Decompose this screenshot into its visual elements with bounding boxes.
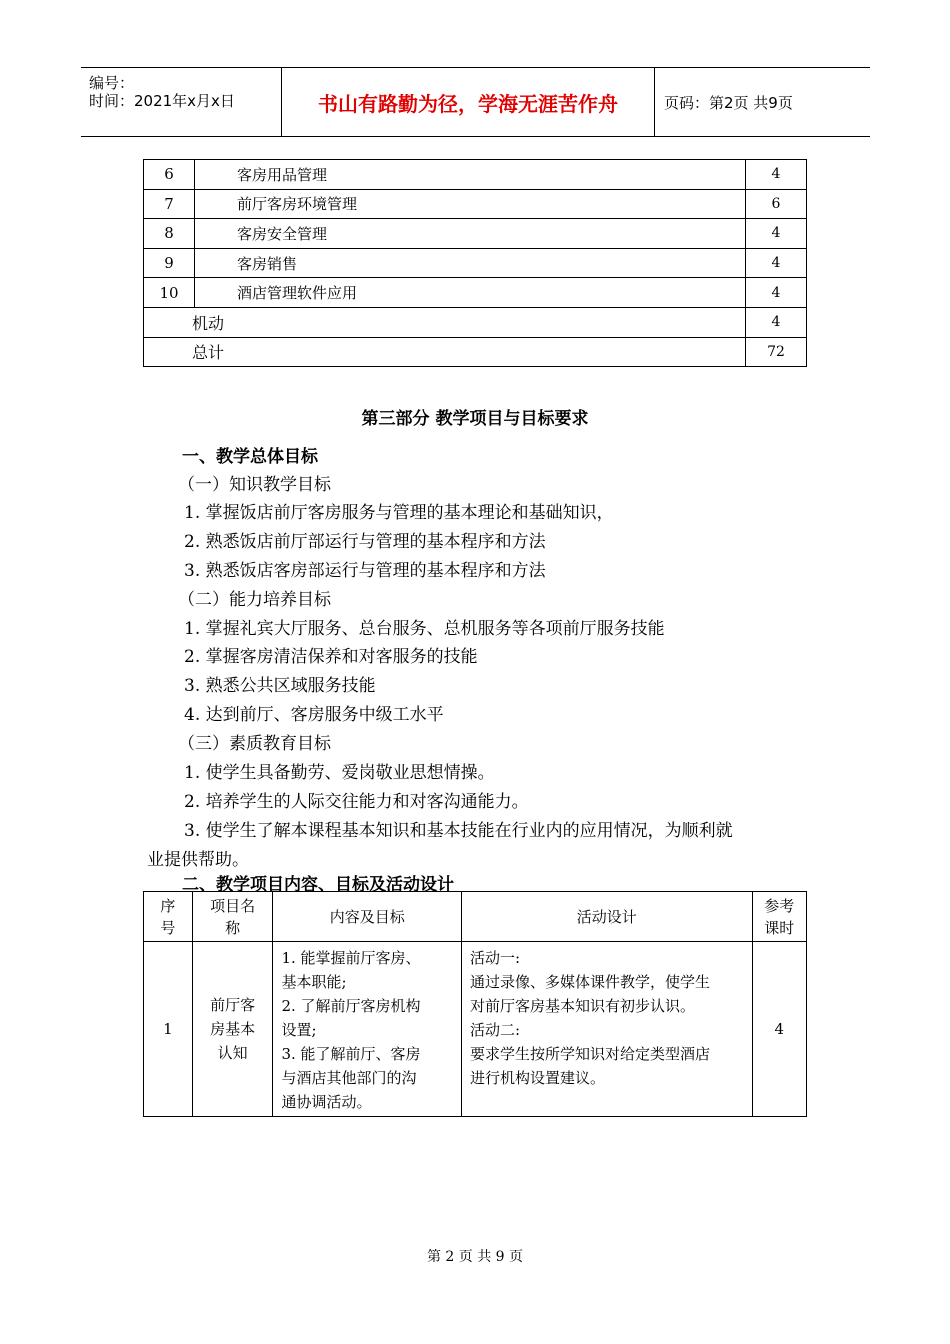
table-header-row: [144, 892, 807, 942]
ability-item: 3. 熟悉公共区域服务技能: [184, 676, 376, 696]
activity-line: 通过录像、多媒体课件教学，使学生: [469, 973, 710, 991]
header-name-line: 称: [225, 918, 241, 937]
page-header: [81, 67, 870, 137]
ability-item: 2. 掌握客房清洁保养和对客服务的技能: [184, 647, 478, 667]
header-hours: [752, 892, 806, 942]
header-hours-line: 课时: [764, 918, 795, 937]
header-activity: 活动设计: [461, 892, 752, 942]
quality-item: 2. 培养学生的人际交往能力和对客沟通能力。: [184, 792, 529, 812]
project-heading: 二、教学项目内容、目标及活动设计: [182, 875, 454, 895]
ability-item: 1. 掌握礼宾大厅服务、总台服务、总机服务等各项前厅服务技能: [184, 619, 665, 639]
hours-table: [143, 159, 807, 367]
project-hours: 4: [752, 942, 806, 1117]
header-seq: [144, 892, 193, 942]
project-seq: 1: [144, 942, 193, 1117]
header-motto: 书山有路勤为径，学海无涯苦作舟: [281, 68, 655, 136]
header-seq-line: 序: [160, 896, 176, 915]
row-name: 酒店管理软件应用: [195, 278, 746, 308]
table-row: [144, 160, 807, 190]
section-title: 第三部分 教学项目与目标要求: [361, 409, 589, 429]
total-hours: 72: [746, 337, 807, 367]
row-name: 客房用品管理: [195, 160, 746, 190]
header-name: [192, 892, 273, 942]
row-number: 8: [144, 219, 195, 249]
row-number: 10: [144, 278, 195, 308]
total-label: 总计: [144, 337, 746, 367]
row-hours: 4: [746, 160, 807, 190]
header-name-line: 项目名: [210, 896, 256, 915]
knowledge-heading: （一）知识教学目标: [178, 475, 331, 495]
page-footer: 第 2 页 共 9 页: [426, 1249, 524, 1265]
activity-line: 要求学生按所学知识对给定类型酒店: [469, 1045, 710, 1063]
project-name: [192, 942, 273, 1117]
flex-hours: 4: [746, 307, 807, 337]
activity-line: 活动二:: [469, 1021, 520, 1039]
content-line: 通协调活动。: [281, 1093, 372, 1111]
table-row: [144, 219, 807, 249]
row-name: 客房销售: [195, 248, 746, 278]
project-table: [143, 891, 807, 1117]
table-row: [144, 189, 807, 219]
row-number: 9: [144, 248, 195, 278]
quality-item-continued: 业提供帮助。: [147, 850, 249, 870]
row-name: 客房安全管理: [195, 219, 746, 249]
row-hours: 4: [746, 278, 807, 308]
project-content: [273, 942, 461, 1117]
header-content: 内容及目标: [273, 892, 461, 942]
ability-heading: （二）能力培养目标: [178, 590, 331, 610]
project-name-line: 房基本: [210, 1020, 256, 1038]
project-activity: [461, 942, 752, 1117]
activity-line: 进行机构设置建议。: [469, 1069, 605, 1087]
project-name-line: 认知: [217, 1044, 248, 1062]
row-number: 7: [144, 189, 195, 219]
table-row-total: [144, 337, 807, 367]
table-row: [144, 942, 807, 1117]
table-row-flex: [144, 307, 807, 337]
quality-heading: （三）素质教育目标: [178, 734, 331, 754]
row-number: 6: [144, 160, 195, 190]
flex-label: 机动: [144, 307, 746, 337]
knowledge-item: 3. 熟悉饭店客房部运行与管理的基本程序和方法: [184, 561, 546, 581]
content-line: 1. 能掌握前厅客房、: [281, 949, 421, 967]
quality-item: 1. 使学生具备勤劳、爱岗敬业思想情操。: [184, 763, 495, 783]
content-line: 2. 了解前厅客房机构: [281, 997, 421, 1015]
row-name: 前厅客房环境管理: [195, 189, 746, 219]
knowledge-item: 1. 掌握饭店前厅客房服务与管理的基本理论和基础知识，: [184, 503, 614, 523]
row-hours: 6: [746, 189, 807, 219]
quality-item: 3. 使学生了解本课程基本知识和基本技能在行业内的应用情况，为顺利就: [184, 821, 733, 841]
content-line: 基本职能;: [281, 973, 347, 991]
header-meta: [81, 68, 281, 136]
row-hours: 4: [746, 219, 807, 249]
table-row: [144, 248, 807, 278]
knowledge-item: 2. 熟悉饭店前厅部运行与管理的基本程序和方法: [184, 532, 546, 552]
activity-line: 活动一:: [469, 949, 520, 967]
number-label: 编号：: [89, 74, 135, 92]
ability-item: 4. 达到前厅、客房服务中级工水平: [184, 705, 444, 725]
row-hours: 4: [746, 248, 807, 278]
content-line: 与酒店其他部门的沟: [281, 1069, 417, 1087]
header-seq-line: 号: [160, 918, 176, 937]
time-label: 时间：2021年x月x日: [89, 92, 235, 110]
project-name-line: 前厅客: [210, 996, 256, 1014]
content-line: 设置;: [281, 1021, 317, 1039]
goals-heading: 一、教学总体目标: [182, 447, 318, 467]
content-line: 3. 能了解前厅、客房: [281, 1045, 421, 1063]
header-page-info: 页码：第2页 共9页: [664, 93, 793, 112]
table-row: [144, 278, 807, 308]
activity-line: 对前厅客房基本知识有初步认识。: [469, 997, 695, 1015]
header-hours-line: 参考: [764, 896, 795, 915]
